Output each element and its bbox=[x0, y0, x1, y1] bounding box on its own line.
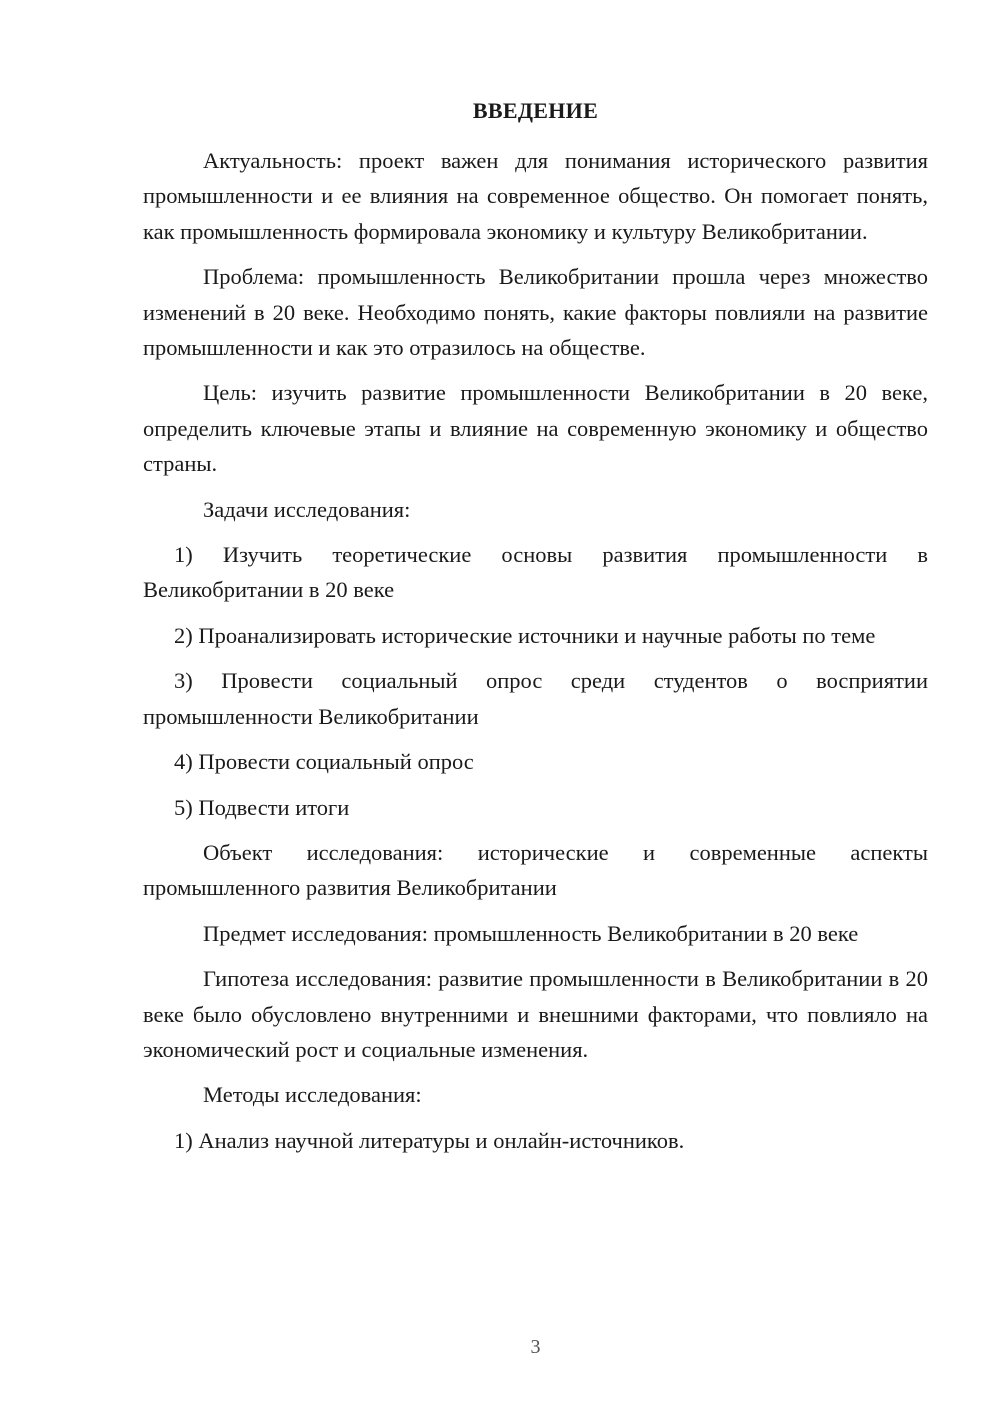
problem-paragraph: Проблема: промышленность Великобритании прошла через множество изменений в 20 веке. Необходимо понять, какие факторы повлияли на развитие промышленности и как это отразилось на обществе. bbox=[143, 264, 928, 361]
subject-paragraph: Предмет исследования: промышленность Великобритании в 20 веке bbox=[203, 920, 859, 946]
goal-paragraph: Цель: изучить развитие промышленности Великобритании в 20 веке, определить ключевые этапы и влияние на современную экономику и общество страны. bbox=[143, 380, 928, 477]
document-body bbox=[143, 143, 928, 1168]
task-item-4: 4) Провести социальный опрос bbox=[174, 749, 474, 775]
hypothesis-paragraph: Гипотеза исследования: развитие промышленности в Великобритании в 20 веке было обусловлено внутренними и внешними факторами, что повлияло на экономический рост и социальные изменения. bbox=[143, 966, 928, 1062]
methods-title: Методы исследования: bbox=[203, 1082, 422, 1108]
tasks-title: Задачи исследования: bbox=[203, 496, 411, 522]
object-paragraph: Объект исследования: исторические и современные аспекты промышленного развития Великобритании bbox=[143, 839, 928, 901]
method-item-1: 1) Анализ научной литературы и онлайн-источников. bbox=[174, 1127, 685, 1153]
relevance-paragraph: Актуальность: проект важен для понимания исторического развития промышленности и ее влияния на современное общество. Он помогает понять, как промышленность формировала экономику и культуру Великобритании. bbox=[143, 148, 928, 244]
task-item-5: 5) Подвести итоги bbox=[174, 794, 350, 820]
task-item-2: 2) Проанализировать исторические источники и научные работы по теме bbox=[174, 622, 876, 648]
task-item-1: 1) Изучить теоретические основы развития промышленности в Великобритании в 20 веке bbox=[143, 542, 928, 603]
document-page bbox=[143, 0, 928, 1414]
task-item-3: 3) Провести социальный опрос среди студентов о восприятии промышленности Великобритании bbox=[143, 668, 928, 729]
section-heading: ВВЕДЕНИЕ bbox=[472, 98, 599, 123]
page-number: 3 bbox=[530, 1336, 541, 1358]
